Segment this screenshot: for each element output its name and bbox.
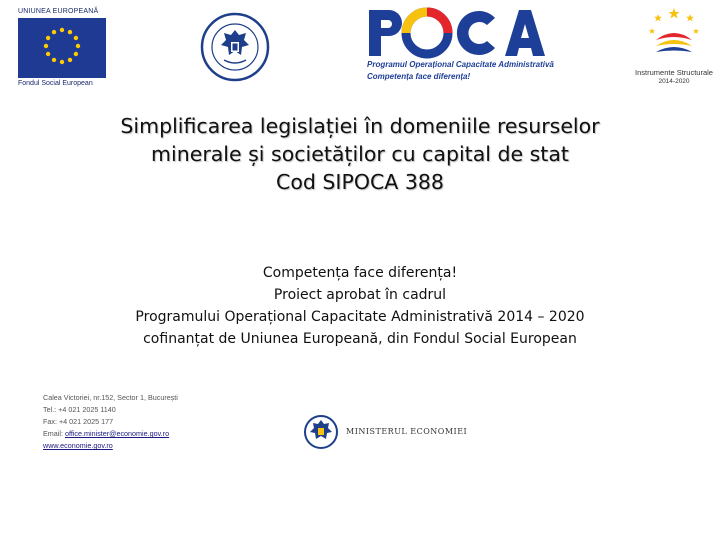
contact-email-row [43, 428, 178, 440]
ministry-crest-icon [304, 413, 338, 451]
contact-email-link[interactable]: office.minister@economie.gov.ro [64, 429, 170, 438]
romanian-government-seal-icon [200, 12, 270, 82]
structural-instruments-star-icon [646, 6, 702, 62]
eu-fund-label: Fondul Social European [18, 80, 93, 87]
contact-address: Calea Victoriei, nr.152, Sector 1, București [43, 393, 178, 402]
government-seal [200, 12, 270, 82]
contact-block [43, 392, 178, 452]
structural-instruments-logo [632, 6, 716, 88]
eu-label: UNIUNEA EUROPEANĂ [18, 8, 99, 15]
eu-logo [18, 8, 106, 87]
poca-program-name: Programul Operațional Capacitate Administrativă [367, 60, 554, 69]
poca-logo-icon [365, 6, 545, 60]
cofinancing-line: cofinanțat de Uniunea Europeană, din Fondul Social European [143, 331, 577, 347]
poca-logo [365, 6, 554, 84]
contact-website-row [43, 440, 178, 452]
contact-website-link[interactable]: www.economie.gov.ro [43, 441, 113, 450]
eu-flag-icon [18, 18, 106, 78]
title-line-1: Simplificarea legislației în domeniile resurselor [120, 114, 600, 138]
approval-line: Proiect aprobat în cadrul [273, 287, 447, 303]
ministry-logo [304, 413, 468, 451]
structural-instruments-years: 2014-2020 [658, 78, 690, 85]
contact-fax: Fax: +4 021 2025 177 [43, 417, 114, 426]
project-description [40, 262, 680, 350]
slide-title [40, 112, 680, 196]
slogan: Competența face diferența! [262, 265, 458, 281]
project-code: Cod SIPOCA 388 [276, 170, 444, 194]
contact-phone: Tel.: +4 021 2025 1140 [43, 405, 116, 414]
structural-instruments-label: Instrumente Structurale [635, 68, 713, 77]
title-line-2: minerale și societăților cu capital de stat [151, 142, 569, 166]
program-line: Programului Operațional Capacitate Administrativă 2014 – 2020 [135, 309, 585, 325]
poca-slogan: Competența face diferența! [367, 72, 471, 81]
ministry-name: MINISTERUL ECONOMIEI [346, 427, 468, 436]
contact-email-label: Email: [43, 429, 65, 438]
